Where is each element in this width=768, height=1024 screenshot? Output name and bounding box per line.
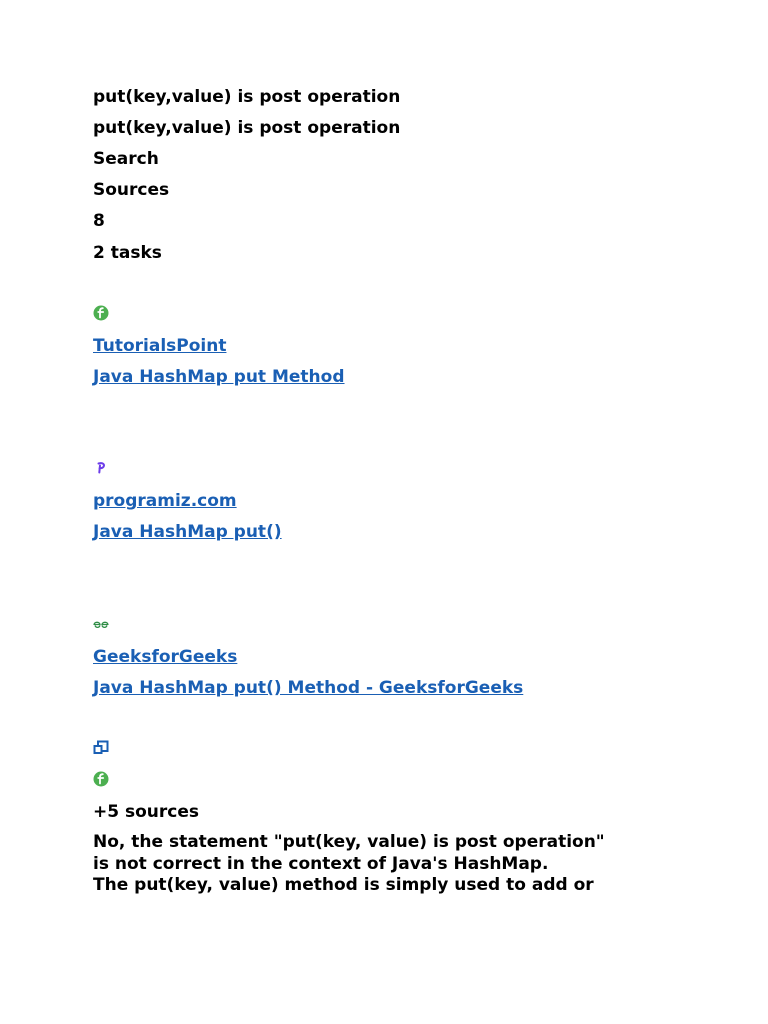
tutorialspoint-favicon-icon-2: [93, 771, 109, 787]
geeksforgeeks-favicon-icon: [93, 616, 109, 632]
query-heading: put(key,value) is post operation: [93, 118, 401, 138]
answer-line: The put(key, value) method is simply used to add or: [93, 875, 594, 895]
source-link-programiz[interactable]: programiz.com: [93, 491, 237, 511]
source-title-tutorialspoint[interactable]: Java HashMap put Method: [93, 367, 345, 387]
copy-squares-icon: [93, 740, 109, 756]
tutorialspoint-favicon-icon: [93, 305, 109, 321]
answer-line: No, the statement "put(key, value) is post operation": [93, 832, 605, 852]
tab-search[interactable]: Search: [93, 149, 159, 169]
more-sources-button[interactable]: +5 sources: [93, 802, 200, 822]
source-link-tutorialspoint[interactable]: TutorialsPoint: [93, 336, 227, 356]
source-title-programiz[interactable]: Java HashMap put(): [93, 522, 282, 542]
query-title: put(key,value) is post operation: [93, 87, 401, 107]
source-title-geeksforgeeks[interactable]: Java HashMap put() Method - GeeksforGeeks: [93, 678, 524, 698]
programiz-favicon-icon: [93, 460, 109, 476]
sources-count-badge: 8: [93, 211, 105, 231]
tasks-label[interactable]: 2 tasks: [93, 243, 162, 263]
answer-line: is not correct in the context of Java's HashMap.: [93, 853, 549, 874]
source-link-geeksforgeeks[interactable]: GeeksforGeeks: [93, 647, 238, 667]
answer-text: [93, 832, 653, 897]
tab-sources[interactable]: Sources: [93, 180, 170, 200]
